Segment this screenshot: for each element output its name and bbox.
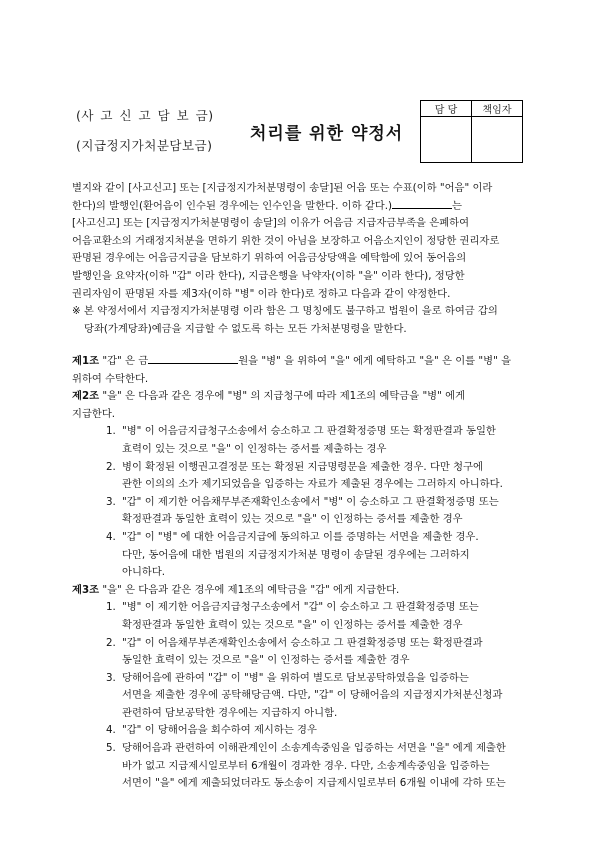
article-3: [72, 582, 511, 793]
header-accident-report-deposit: (사 고 신 고 담 보 금): [76, 108, 214, 123]
list-item: [72, 722, 511, 740]
item-text: 아니하다.: [122, 566, 166, 579]
document-title: 처리를 위한 약정서: [250, 124, 404, 144]
article-label: 제3조: [72, 583, 100, 596]
item-text: 당해어음과 관련하여 이해관계인이 소송계속중임을 입증하는 서면을 "을" 에게 제출한: [122, 742, 506, 755]
item-number: 3.: [106, 671, 116, 684]
intro-line-suffix: 는: [452, 199, 462, 212]
article-text: "을" 은 다음과 같은 경우에 제1조의 예탁금을 "갑" 에게 지급한다.: [99, 583, 400, 596]
article-text: "갑" 은 금: [99, 355, 149, 367]
article-label: 제1조: [72, 355, 100, 367]
sign-box-manager-label: 책임자: [472, 101, 523, 117]
sign-box-staff-label: 담 당: [421, 101, 472, 117]
item-number: 2.: [106, 460, 116, 473]
item-text: 당해어음에 관하여 "갑" 이 "병" 을 위하여 별도로 담보공탁하였음을 입증하는: [122, 671, 469, 684]
intro-line: 판명된 경우에는 어음금지급을 담보하기 위하여 어음금상당액을 예탁함에 있어 동어음의: [72, 252, 467, 265]
intro-paragraph: [72, 180, 499, 303]
note-line: 당좌(가계당좌)예금을 지급할 수 없도록 하는 모든 가처분명령을 말한다.: [84, 322, 407, 335]
article-continuation: 지급한다.: [72, 407, 116, 420]
item-number: 2.: [106, 636, 116, 649]
item-text: 확정판결과 동일한 효력이 있는 것으로 "을" 이 인정하는 증서를 제출한 경우: [122, 513, 463, 526]
article-2: [72, 388, 511, 582]
item-text: 서면을 제출한 경우에 공탁해당금액. 다만, "갑" 이 당해어음의 지급정지가처분신청과: [122, 689, 503, 702]
item-text: 서면이 "을" 에게 제출되었더라도 동소송이 지급제시일로부터 6개월 이내에 각하 또는: [122, 777, 506, 790]
sign-box-staff-cell: [421, 117, 472, 163]
item-number: 3.: [106, 495, 116, 508]
intro-line-text: 한다)의 발행인(환어음이 인수된 경우에는 인수인을 말한다. 이하 같다.): [72, 199, 393, 212]
clauses: [72, 353, 511, 793]
list-item: [72, 423, 511, 458]
item-number: 4.: [106, 724, 116, 737]
approval-sign-box: [420, 100, 523, 163]
item-text: "병" 이 어음금지급청구소송에서 승소하고 그 판결확정증명 또는 확정판결과 동일한: [122, 425, 496, 438]
item-text: 동일한 효력이 있는 것으로 "을" 이 인정하는 증서를 제출한 경우: [122, 654, 410, 667]
list-item: [72, 670, 511, 723]
definition-note: [72, 303, 498, 338]
item-text: 다만, 동어음에 대한 법원의 지급정지가처분 명령이 송달된 경우에는 그러하지: [122, 548, 470, 561]
header-injunction-deposit: (지급정지가처분담보금): [76, 138, 213, 153]
intro-line: 권리자임이 판명된 자를 제3자(이하 "병" 이라 한다)로 정하고 다음과 같이 약정한다.: [72, 287, 451, 300]
article-text: "을" 은 다음과 같은 경우에 "병" 의 지급청구에 따라 제1조의 예탁금을 "병" 에게: [99, 390, 466, 403]
item-number: 1.: [106, 425, 116, 438]
list-item: [72, 529, 511, 582]
list-item: [72, 599, 511, 634]
item-text: 바가 없고 지급제시일로부터 6개월이 경과한 경우. 다만, 소송계속중임을 입증하는: [122, 759, 490, 772]
item-text: 관한 이의의 소가 제기되었음을 입증하는 자료가 제출된 경우에는 그러하지 아니하다.: [122, 478, 503, 491]
item-text: 확정판결과 동일한 효력이 있는 것으로 "을" 이 인정하는 증서를 제출한 경우: [122, 618, 463, 631]
item-text: "갑" 이 "병" 에 대한 어음금지급에 동의하고 이를 증명하는 서면을 제출한 경우.: [122, 530, 479, 543]
sign-box-manager-cell: [472, 117, 523, 163]
item-text: "갑" 이 제기한 어음채무부존재확인소송에서 "병" 이 승소하고 그 판결확정증명 또는: [122, 495, 499, 508]
list-item: [72, 635, 511, 670]
article-label: 제2조: [72, 390, 100, 403]
list-item: [72, 494, 511, 529]
item-text: "갑" 이 어음채무부존재확인소송에서 승소하고 그 판결확정증명 또는 확정판결과: [122, 636, 483, 649]
item-text: 관련하여 담보공탁한 경우에는 지급하지 아니함.: [122, 706, 338, 719]
intro-line: 어음교환소의 거래정지처분을 면하기 위한 것이 아님을 보장하고 어음소지인이 정당한 권리자로: [72, 234, 500, 247]
item-text: "병" 이 제기한 어음금지급청구소송에서 "갑" 이 승소하고 그 판결확정증명 또는: [122, 601, 479, 614]
blank-field: [392, 208, 452, 209]
item-number: 4.: [106, 530, 116, 543]
amount-blank-field: [148, 363, 238, 364]
list-item: [72, 459, 511, 494]
item-number: 5.: [106, 742, 116, 755]
intro-line: [사고신고] 또는 [지급정지가처분명령이 송달]의 이유가 어음금 지급자금부족을 은폐하여: [72, 217, 470, 230]
article-1: [72, 353, 511, 388]
item-text: 효력이 있는 것으로 "을" 이 인정하는 증서를 제출하는 경우: [122, 442, 387, 455]
item-text: "갑" 이 당해어음을 회수하여 제시하는 경우: [122, 724, 317, 737]
intro-line: [72, 198, 499, 216]
item-number: 1.: [106, 601, 116, 614]
item-text: 병이 확정된 이행권고결정문 또는 확정된 지급명령문을 제출한 경우. 다만 청구에: [122, 460, 483, 473]
article-text: 원을 "병" 을 위하여 "을" 에게 예탁하고 "을" 은 이를 "병" 을: [238, 355, 512, 367]
article-continuation: 위하여 수탁한다.: [72, 372, 149, 385]
list-item: [72, 740, 511, 793]
intro-line: 별지와 같이 [사고신고] 또는 [지급정지가처분명령이 송달]된 어음 또는 수표(이하 "어음" 이라: [72, 182, 493, 194]
intro-line: 발행인을 요약자(이하 "갑" 이라 한다), 지급은행을 낙약자(이하 "을" 이라 한다), 정당한: [72, 269, 465, 282]
note-line: ※ 본 약정서에서 지급정지가처분명령 이라 함은 그 명칭에도 불구하고 법원이 을로 하여금 갑의: [72, 305, 498, 317]
